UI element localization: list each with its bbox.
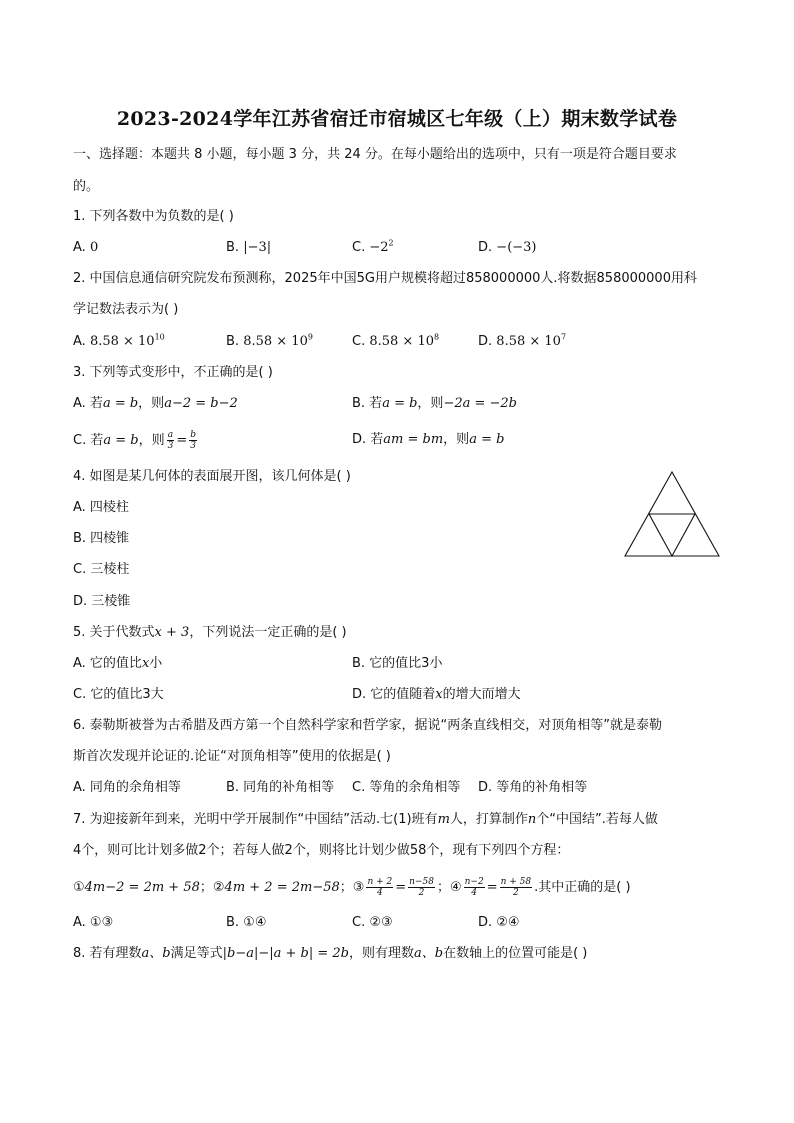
- q7-option-d: D. ②④: [478, 915, 520, 930]
- q7-stem-line2: 4个，则可比计划多做2个；若每人做2个，则将比计划少做58个，现有下列四个方程：: [73, 843, 570, 858]
- q3-stem: 3. 下列等式变形中，不正确的是( ): [73, 365, 273, 380]
- q6-option-a: A. 同角的余角相等: [73, 780, 181, 795]
- q4-option-c: C. 三棱柱: [73, 562, 130, 577]
- q6-option-b: B. 同角的补角相等: [226, 780, 335, 795]
- q2-option-d: D. $8.58 \times 10^7$: [478, 332, 567, 349]
- q3-option-b: B. 若a = b，则−2a = −2b: [352, 396, 517, 411]
- q6-option-c: C. 等角的余角相等: [352, 780, 461, 795]
- q1-option-c: C. $-2^2$: [352, 238, 394, 255]
- q4-option-a: A. 四棱柱: [73, 500, 129, 515]
- q1-option-d: D. −(−3): [478, 240, 537, 255]
- q1-stem: 1. 下列各数中为负数的是( ): [73, 209, 234, 224]
- page-title: 2023-2024学年江苏省宿迁市宿城区七年级（上）期末数学试卷: [116, 108, 678, 130]
- q2-option-c: C. $8.58 \times 10^8$: [352, 332, 440, 349]
- q5-stem: 5. 关于代数式x + 3，下列说法一定正确的是( ): [73, 625, 347, 640]
- q6-stem-line1: 6. 泰勒斯被誉为古希腊及西方第一个自然科学家和哲学家，据说“两条直线相交，对顶角相等”就是泰勒: [73, 718, 663, 733]
- q7-equations: ①4m−2 = 2m + 58；②4m + 2 = 2m−58；③ $\frac{n + 2}{4}$ = $\frac{n-58}{2}$ ；④ $\frac{n-2}{4}$ = $\frac{n + 58}{2}$ .其中正确的是( ): [73, 877, 631, 898]
- q7-option-b: B. ①④: [226, 915, 267, 930]
- section-header-line2: 的。: [73, 179, 100, 194]
- q7-option-c: C. ②③: [352, 915, 393, 930]
- q3-option-d: D. 若am = bm，则a = b: [352, 432, 505, 447]
- q1-option-a: A. 0: [73, 240, 99, 255]
- q5-option-b: B. 它的值比3小: [352, 656, 443, 671]
- inner-triangle: [649, 514, 695, 556]
- q4-option-b: B. 四棱锥: [73, 531, 130, 546]
- net-triangle-figure: [621, 469, 723, 561]
- q2-option-b: B. $8.58 \times 10^9$: [226, 332, 313, 349]
- q3-option-a: A. 若a = b，则a−2 = b−2: [73, 396, 238, 411]
- section-header-line1: 一、选择题：本题共 8 小题，每小题 3 分，共 24 分。在每小题给出的选项中，只有一项是符合题目要求: [73, 147, 677, 162]
- q6-option-d: D. 等角的补角相等: [478, 780, 588, 795]
- q8-stem: 8. 若有理数a、b满足等式|b−a|−|a + b| = 2b，则有理数a、b在数轴上的位置可能是( ): [73, 946, 588, 961]
- q2-stem-line2: 学记数法表示为( ): [73, 302, 179, 317]
- q4-stem: 4. 如图是某几何体的表面展开图，该几何体是( ): [73, 469, 351, 484]
- q2-option-a: A. $8.58 \times 10^{10}$: [73, 332, 165, 349]
- q7-stem-line1: 7. 为迎接新年到来，光明中学开展制作“中国结”活动.七(1)班有m人，打算制作n个“中国结”.若每人做: [73, 812, 658, 827]
- q2-stem-line1: 2. 中国信息通信研究院发布预测称，2025年中国5G用户规模将超过858000000人.将数据858000000用科: [73, 271, 697, 286]
- q5-option-d: D. 它的值随着x的增大而增大: [352, 687, 521, 702]
- q5-option-a: A. 它的值比x小: [73, 656, 163, 671]
- q5-option-c: C. 它的值比3大: [73, 687, 164, 702]
- q3-option-c: C. 若a = b，则 $\frac{a}{3}$ = $\frac{b}{3}$: [73, 430, 196, 451]
- q4-option-d: D. 三棱锥: [73, 594, 131, 609]
- q6-stem-line2: 斯首次发现并论证的.论证“对顶角相等”使用的依据是( ): [73, 749, 391, 764]
- q1-option-b: B. |−3|: [226, 240, 272, 255]
- q7-option-a: A. ①③: [73, 915, 114, 930]
